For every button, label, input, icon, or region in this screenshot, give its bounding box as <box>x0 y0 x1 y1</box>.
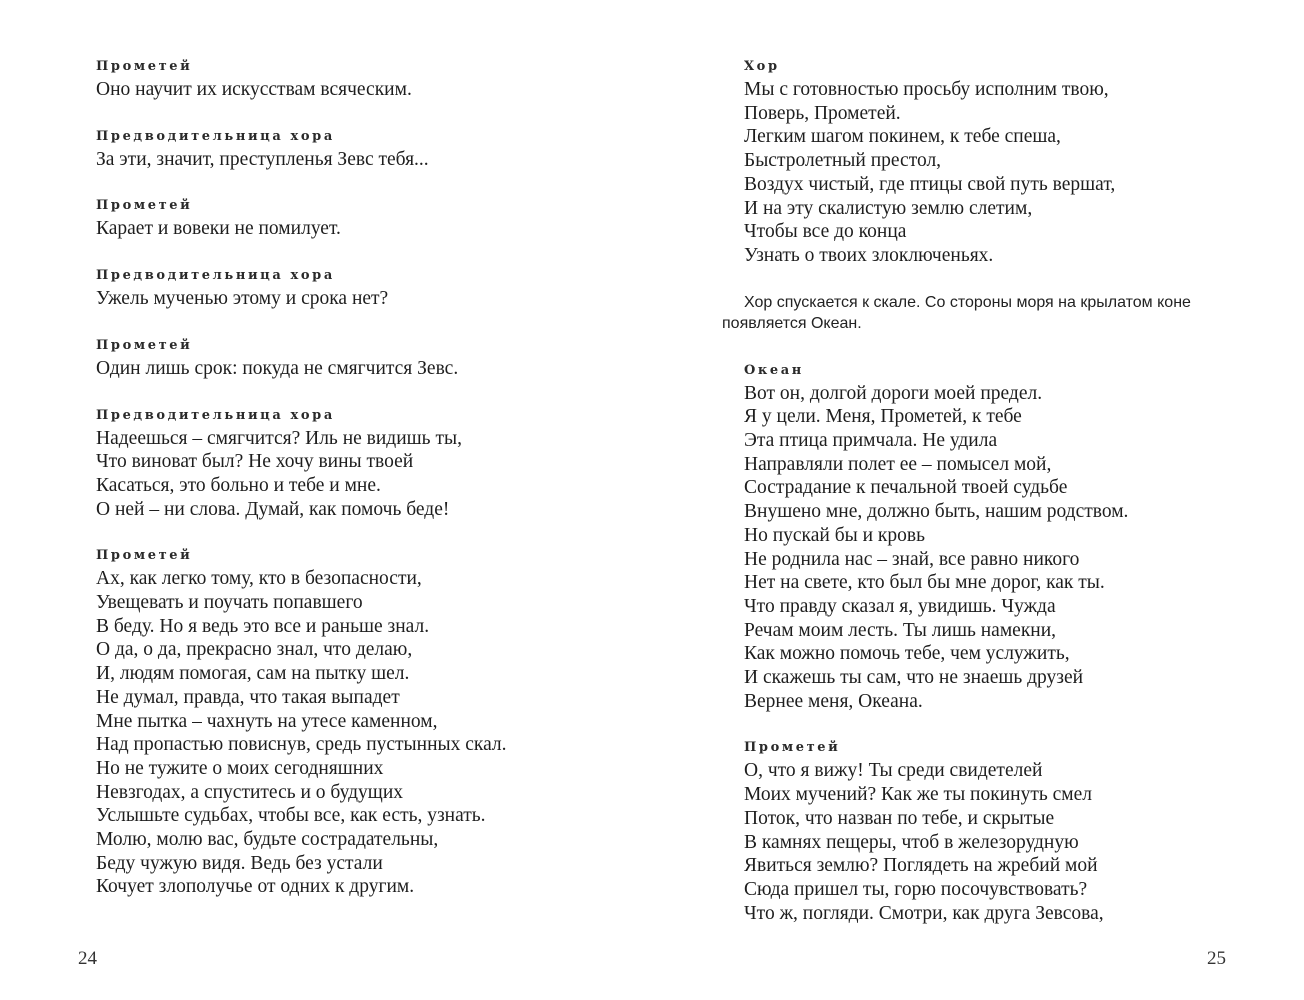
verse-line: Моих мучений? Как же ты покинуть смел <box>744 784 1093 806</box>
verse-line: Над пропастью повиснув, средь пустынных скал. <box>96 734 507 756</box>
verse-line: Беду чужую видя. Ведь без устали <box>96 852 383 874</box>
verse-line: Ах, как легко тому, кто в безопасности, <box>96 568 422 590</box>
speaker-name: Хор <box>744 59 780 74</box>
speaker-name: Прометей <box>96 337 193 353</box>
verse-line: Нет на свете, кто был бы мне дорог, как ты. <box>744 572 1105 594</box>
page-number-left: 24 <box>78 948 97 969</box>
verse-line: Один лишь срок: покуда не смягчится Зевс. <box>96 357 459 379</box>
verse-line: Невзгодах, а спуститесь и о будущих <box>96 781 404 803</box>
verse-line: Чтобы все до конца <box>744 221 907 243</box>
right-page <box>722 56 1264 949</box>
verse-line: Внушено мне, должно быть, нашим родством. <box>744 501 1129 523</box>
speaker-name: Прометей <box>744 740 841 756</box>
verse-line: Поверь, Прометей. <box>744 102 901 124</box>
speaker-name: Океан <box>744 362 804 378</box>
verse-line: В камнях пещеры, чтоб в железорудную <box>744 831 1079 853</box>
speech-block <box>96 265 656 311</box>
verse-line: Услышьте судьбах, чтобы все, как есть, узнать. <box>96 805 486 827</box>
verse-line: Кочует злополучье от одних к другим. <box>96 876 415 898</box>
speech-block <box>96 335 656 381</box>
verse-line: Быстролетный престол, <box>744 150 942 172</box>
speech-block <box>96 195 656 241</box>
speech-block <box>96 405 656 522</box>
verse-line: Сюда пришел ты, горю посочувствовать? <box>744 878 1088 900</box>
speech-block <box>96 126 656 172</box>
speech-block <box>96 56 656 102</box>
verse-line: О да, о да, прекрасно знал, что делаю, <box>96 639 413 661</box>
stage-direction-line: Хор спускается к скале. Со стороны моря на крылатом коне <box>744 293 1191 311</box>
stage-direction-line: появляется Океан. <box>722 314 862 332</box>
left-page <box>96 56 656 923</box>
verse-line: Направляли полет ее – помысел мой, <box>744 453 1052 475</box>
verse-line: За эти, значит, преступленья Зевс тебя... <box>96 148 429 170</box>
speaker-name: Предводительница хора <box>96 128 335 144</box>
verse-line: Поток, что назван по тебе, и скрытые <box>744 807 1055 829</box>
speaker-name: Предводительница хора <box>96 268 335 284</box>
verse-line: Не роднила нас – знай, все равно никого <box>744 548 1080 570</box>
verse-line: В беду. Но я ведь это все и раньше знал. <box>96 615 430 637</box>
verse-line: Я у цели. Меня, Прометей, к тебе <box>744 406 1022 428</box>
verse-line: Надеешься – смягчится? Иль не видишь ты, <box>96 427 462 449</box>
speaker-name: Предводительница хора <box>96 407 335 423</box>
verse-line: Легким шагом покинем, к тебе спеша, <box>744 126 1061 148</box>
verse-line: Мы с готовностью просьбу исполним твою, <box>744 79 1109 100</box>
verse-line: Увещевать и поучать попавшего <box>96 592 363 614</box>
verse-line: О ней – ни слова. Думай, как помочь беде! <box>96 498 450 520</box>
verse-line: Воздух чистый, где птицы свой путь вершат, <box>744 173 1116 195</box>
verse-line: Как можно помочь тебе, чем услужить, <box>744 643 1070 665</box>
verse-line: Сострадание к печальной твоей судьбе <box>744 477 1068 499</box>
verse-line: Ужель мученью этому и срока нет? <box>96 288 389 310</box>
verse-line: Мне пытка – чахнуть на утесе каменном, <box>96 710 438 732</box>
verse-line: Вернее меня, Океана. <box>744 690 923 712</box>
verse-line: Молю, молю вас, будьте сострадательны, <box>96 829 439 851</box>
page-number-right: 25 <box>1207 948 1226 969</box>
speaker-name: Прометей <box>96 198 193 214</box>
verse-line: Что правду сказал я, увидишь. Чужда <box>744 595 1056 617</box>
verse-line: Речам моим лесть. Ты лишь намекни, <box>744 619 1057 641</box>
verse-line: Узнать о твоих злоключеньях. <box>744 244 994 266</box>
verse-line: Явиться землю? Поглядеть на жребий мой <box>744 855 1098 877</box>
speech-block <box>744 737 1264 925</box>
speaker-name: Прометей <box>96 59 193 74</box>
verse-line: И скажешь ты сам, что не знаешь друзей <box>744 667 1084 689</box>
verse-line: Эта птица примчала. Не удила <box>744 430 998 452</box>
verse-line: Вот он, долгой дороги моей предел. <box>744 382 1043 404</box>
speaker-name: Прометей <box>96 548 193 564</box>
verse-line: И на эту скалистую землю слетим, <box>744 197 1033 219</box>
verse-line: Что виноват был? Не хочу вины твоей <box>96 451 414 473</box>
speech-block <box>744 56 1264 268</box>
stage-direction <box>722 292 1264 334</box>
speech-block <box>96 545 656 899</box>
verse-line: Но пускай бы и кровь <box>744 524 925 546</box>
verse-line: Но не тужите о моих сегодняшних <box>96 757 384 779</box>
verse-line: О, что я вижу! Ты среди свидетелей <box>744 760 1043 782</box>
verse-line: Что ж, погляди. Смотри, как друга Зевсова, <box>744 902 1104 924</box>
verse-line: И, людям помогая, сам на пытку шел. <box>96 663 410 685</box>
verse-line: Карает и вовеки не помилует. <box>96 218 341 240</box>
verse-line: Не думал, правда, что такая выпадет <box>96 686 400 708</box>
verse-line: Оно научит их искусствам всяческим. <box>96 79 412 100</box>
speech-block <box>744 360 1264 714</box>
verse-line: Касаться, это больно и тебе и мне. <box>96 474 381 496</box>
